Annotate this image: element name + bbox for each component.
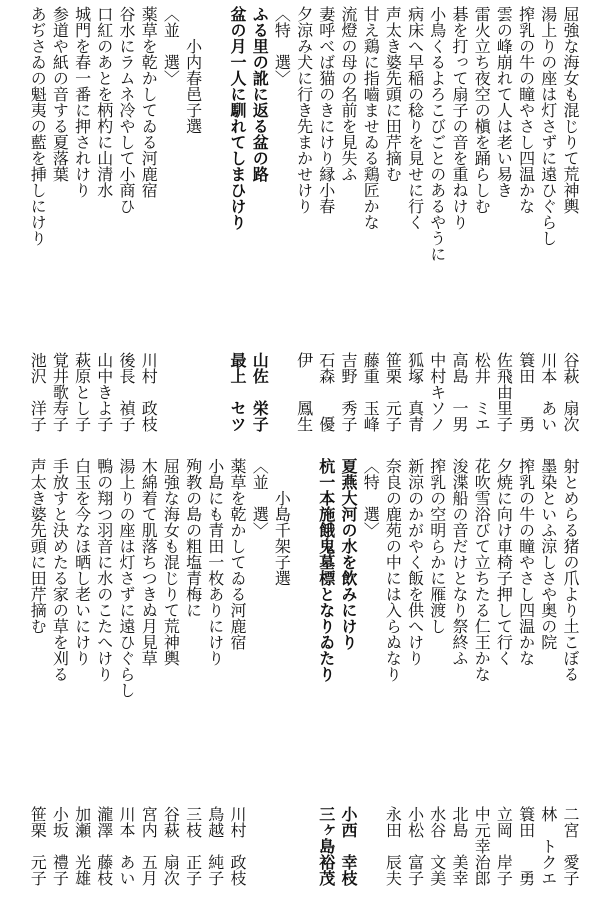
top-author-7: 狐塚 真青	[405, 352, 425, 432]
top-author-21: 山中きよ子	[94, 352, 114, 432]
top-haiku-text-7: 病床へ早稲の稔りを見せに行く	[405, 6, 425, 230]
top-author-19: 川村 政枝	[139, 352, 159, 432]
bottom-author-17: 三枝 正子	[183, 806, 203, 886]
top-author-6: 中村キソノ	[427, 352, 447, 432]
top-author-0: 谷萩 扇次	[561, 352, 580, 432]
top-haiku-text-9: 甘え鶏に指嚙ませゐる鶏匠かな	[361, 6, 381, 230]
top-author-3: 佐飛由里子	[494, 352, 514, 432]
bottom-author-2: 簑田 勇	[516, 806, 536, 886]
top-haiku-text-8: 声太き婆先頭に田芹摘む	[383, 6, 403, 182]
bottom-haiku-text-16: 小島にも青田一枚ありにけり	[205, 458, 225, 666]
bottom-author-8: 永田 辰夫	[383, 806, 403, 886]
top-haiku-text-23: 参道や紙の音する夏落葉	[50, 6, 70, 182]
top-haiku-text-3: 雲の峰崩れて人は老い易き	[494, 6, 514, 198]
top-haiku-text-10: 流燈の母の名前を見失ふ	[339, 6, 358, 182]
top-author-12: 伊 鳳生	[294, 352, 314, 432]
top-haiku-text-22: 城門を春一番に押されけり	[72, 6, 92, 198]
top-haiku-text-1: 湯上りの座は灯さずに遠ひぐらし	[538, 6, 558, 246]
bottom-author-1: 林 トクエ	[538, 806, 558, 886]
bottom-author-6: 水谷 文美	[427, 806, 447, 886]
bottom-haiku-text-11: 杭一本施餓鬼墓標となりゐたり	[316, 458, 336, 682]
top-author-8: 笹栗 元子	[383, 352, 403, 432]
bottom-haiku-text-19: 木綿着て肌落ちつきぬ月見草	[139, 458, 159, 666]
top-author-10: 吉野 秀子	[339, 352, 358, 432]
bottom-heading-13: 小島千架子選	[272, 458, 292, 586]
top-author-15: 最上 セツ	[228, 352, 247, 432]
bottom-heading-14: 〈並 選〉	[250, 458, 270, 538]
bottom-haiku-text-24: 声太き婆先頭に田芹摘む	[28, 458, 48, 634]
bottom-author-15: 川村 政枝	[228, 806, 247, 886]
top-haiku-text-0: 屈強な海女も混じりて荒神輿	[561, 6, 580, 214]
bottom-haiku-text-18: 屈強な海女も混じりて荒神輿	[161, 458, 181, 666]
top-author-4: 松井 ミエ	[472, 352, 492, 432]
top-haiku-text-6: 小鳥くるよろこびごとのあるやうに	[427, 6, 447, 262]
top-haiku-text-5: 碁を打って扇子の音を重ねけり	[450, 6, 469, 230]
bottom-haiku-text-21: 鴨の翔つ羽音に水のこたへけり	[94, 458, 114, 682]
top-haiku-text-24: あぢさゐの魁夷の藍を挿しにけり	[28, 6, 48, 246]
bottom-haiku-text-3: 夕焼に向け車椅子押して行く	[494, 458, 514, 666]
top-author-14: 山佐 栄子	[250, 352, 270, 432]
bottom-author-4: 中元幸治郎	[472, 806, 492, 886]
bottom-author-24: 笹栗 元子	[28, 806, 48, 886]
bottom-haiku-text-8: 奈良の鹿苑の中には入らぬなり	[383, 458, 403, 682]
top-haiku-text-12: 夕涼み犬に行き先まかせけり	[294, 6, 314, 214]
top-haiku-text-15: 盆の月一人に馴れてしまひけり	[228, 6, 247, 230]
bottom-haiku-text-1: 墨染といふ涼しさや奥の院	[538, 458, 558, 650]
bottom-haiku-text-23: 手放すと決めたる家の草を刈る	[50, 458, 70, 682]
top-haiku-text-11: 妻呼べば猫のきにけり縁小春	[316, 6, 336, 214]
bottom-heading-9: 〈特 選〉	[361, 458, 381, 538]
top-author-2: 簑田 勇	[516, 352, 536, 432]
bottom-haiku-text-15: 薬草を乾かしてゐる河鹿宿	[228, 458, 247, 650]
bottom-author-23: 小坂 禮子	[50, 806, 70, 886]
bottom-author-16: 鳥越 純子	[205, 806, 225, 886]
bottom-author-7: 小松 富子	[405, 806, 425, 886]
top-haiku-text-2: 搾乳の牛の瞳やさし四温かな	[516, 6, 536, 214]
bottom-haiku-text-22: 白玉を今なほ晒し老いにけり	[72, 458, 92, 666]
top-author-23: 覚井歌寿子	[50, 352, 70, 432]
top-haiku-text-21: 口紅のあとを柄杓に山清水	[94, 6, 114, 198]
bottom-author-18: 谷萩 扇次	[161, 806, 181, 886]
bottom-author-21: 瀧澤 藤枝	[94, 806, 114, 886]
top-heading-18: 〈並 選〉	[161, 6, 181, 86]
bottom-haiku-text-6: 搾乳の空明らかに雁渡し	[427, 458, 447, 634]
top-haiku-text-4: 雷火立ち夜空の槇を踊らしむ	[472, 6, 492, 214]
top-haiku-text-14: ふる里の訛に返る盆の路	[250, 6, 270, 182]
bottom-author-19: 宮内 五月	[139, 806, 159, 886]
top-heading-13: 〈特 選〉	[272, 6, 292, 86]
bottom-author-20: 川本 あい	[117, 806, 136, 886]
top-author-22: 萩原とし子	[72, 352, 92, 432]
bottom-author-3: 立岡 岸子	[494, 806, 514, 886]
bottom-author-22: 加瀬 光雄	[72, 806, 92, 886]
bottom-haiku-text-0: 射とめらる猪の爪より土こぼる	[561, 458, 580, 682]
bottom-author-11: 三ヶ島裕茂	[316, 806, 336, 886]
top-author-11: 石森 優	[316, 352, 336, 432]
bottom-haiku-text-4: 花吹雪浴びて立ちたる仁王かな	[472, 458, 492, 682]
top-haiku-text-20: 谷水にラムネ冷やして小商ひ	[117, 6, 136, 214]
bottom-haiku-text-10: 夏燕大河の水を飲みにけり	[339, 458, 358, 650]
bottom-author-5: 北島 美幸	[450, 806, 469, 886]
bottom-author-0: 二宮 愛子	[561, 806, 580, 886]
top-author-20: 後長 禎子	[117, 352, 136, 432]
top-author-1: 川本 あい	[538, 352, 558, 432]
bottom-haiku-text-7: 新涼のかがやく飯を供へけり	[405, 458, 425, 666]
top-author-9: 藤重 玉峰	[361, 352, 381, 432]
bottom-haiku-text-5: 浚渫船の音だけとなり祭終ふ	[450, 458, 469, 666]
bottom-haiku-text-2: 搾乳の牛の瞳やさし四温かな	[516, 458, 536, 666]
top-author-5: 高島 一男	[450, 352, 469, 432]
bottom-author-10: 小西 幸枝	[339, 806, 358, 886]
bottom-haiku-text-17: 殉教の島の粗塩青梅に	[183, 458, 203, 618]
bottom-haiku-text-20: 湯上りの座は灯さずに遠ひぐらし	[117, 458, 136, 698]
top-author-24: 池沢 洋子	[28, 352, 48, 432]
top-heading-17: 小内春邑子選	[183, 6, 203, 134]
top-haiku-text-19: 薬草を乾かしてゐる河鹿宿	[139, 6, 159, 198]
